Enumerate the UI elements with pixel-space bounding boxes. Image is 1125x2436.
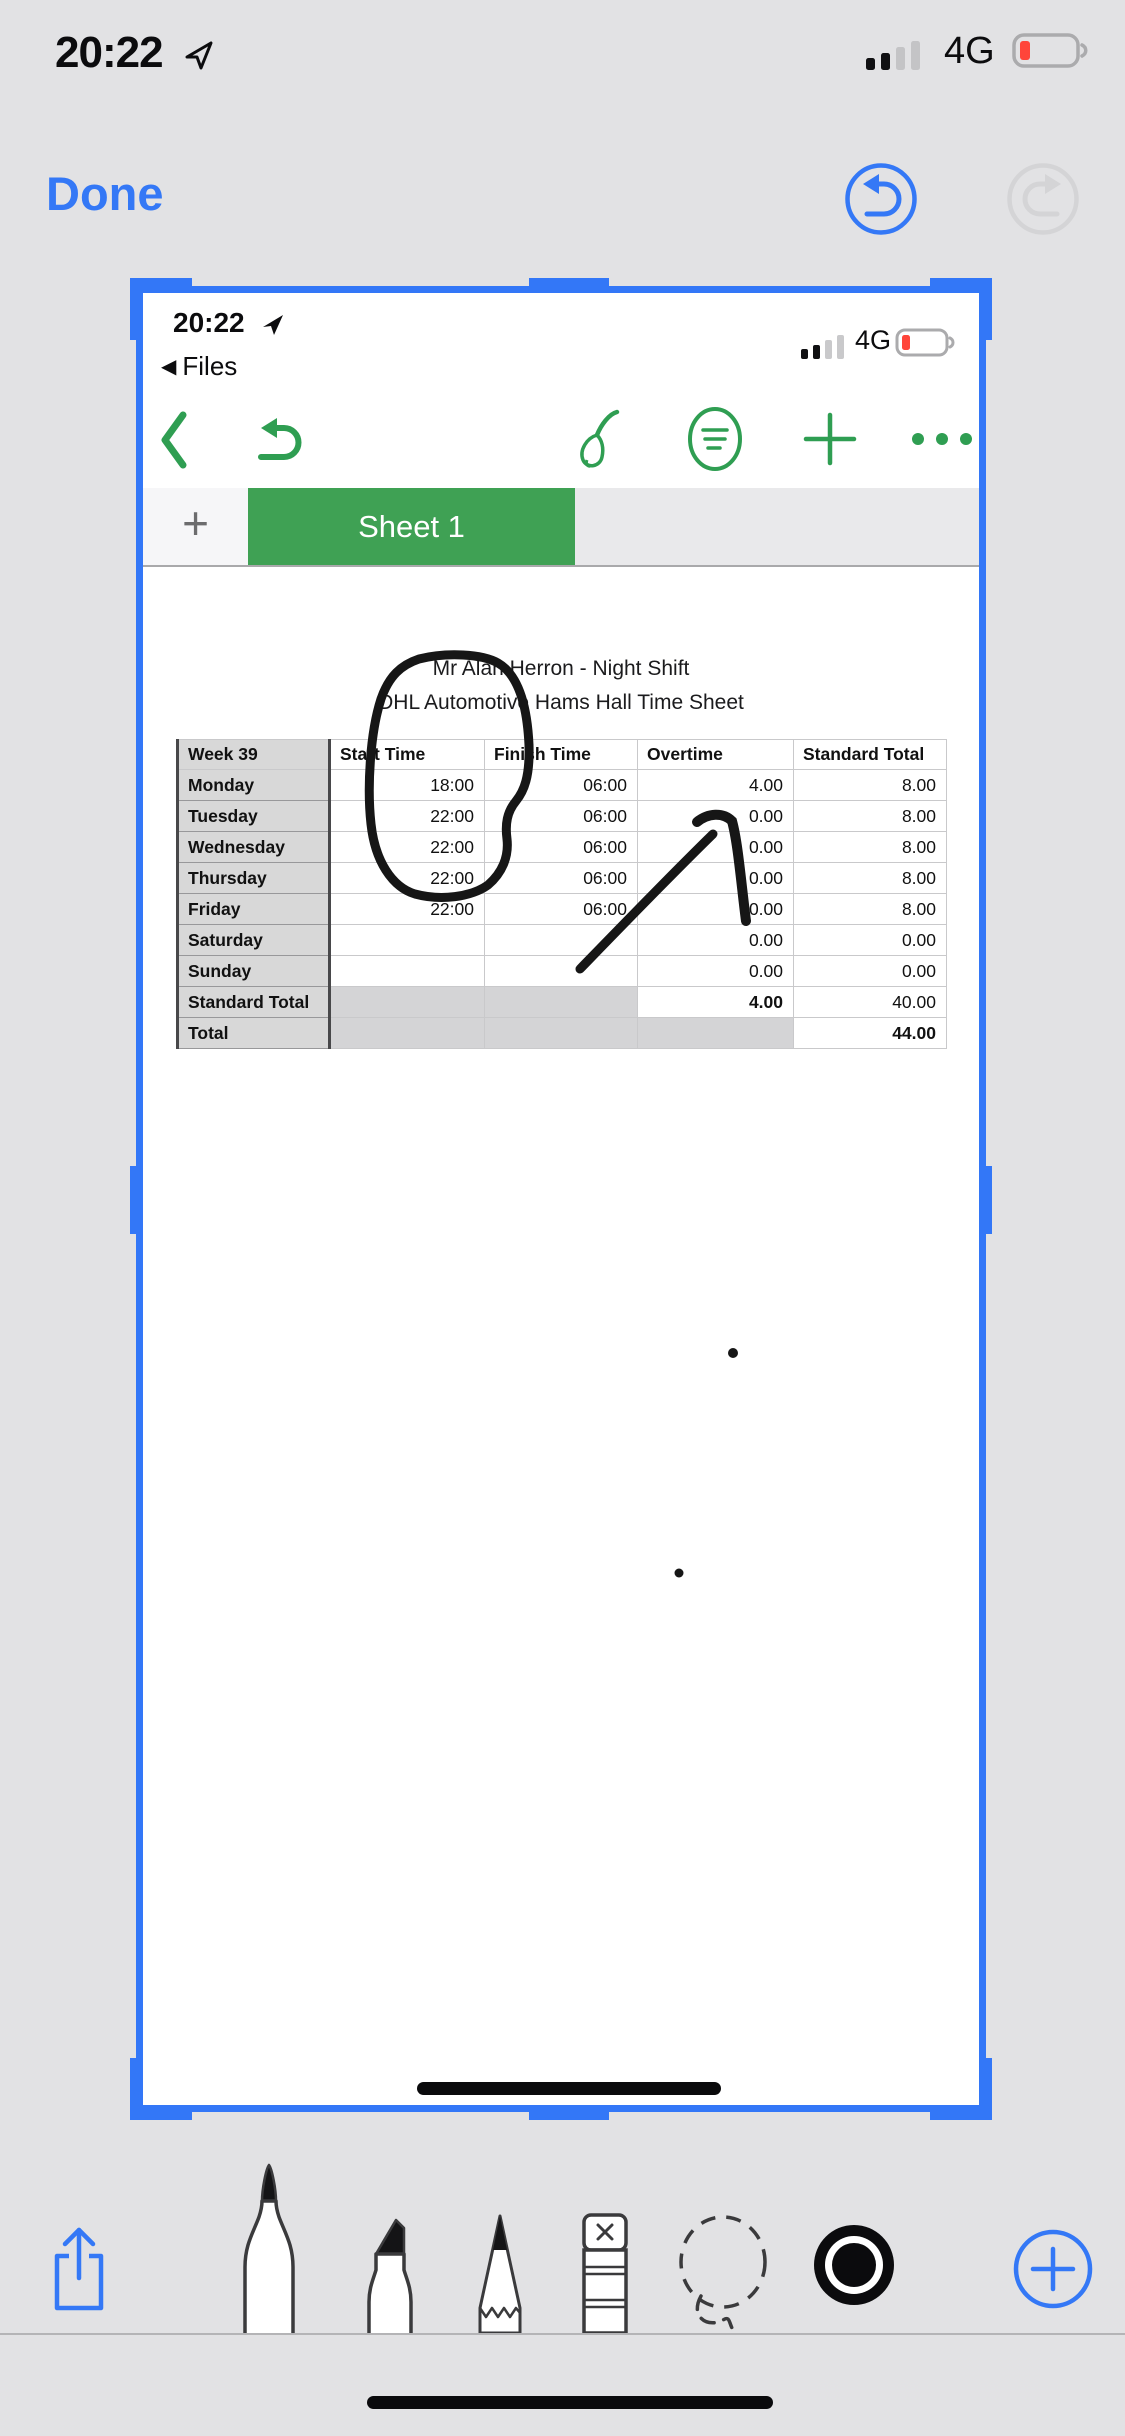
value-cell[interactable] xyxy=(330,956,485,987)
screenshot-image xyxy=(143,293,979,2105)
column-header[interactable]: Overtime xyxy=(638,740,794,770)
done-button[interactable]: Done xyxy=(46,167,164,220)
add-icon[interactable] xyxy=(803,412,857,466)
value-cell[interactable]: 22:00 xyxy=(330,832,485,863)
value-cell[interactable] xyxy=(485,956,638,987)
cellular-signal-icon xyxy=(866,38,936,70)
inner-battery-icon xyxy=(895,327,959,359)
sheet-tab-bar xyxy=(143,488,979,567)
value-cell[interactable]: 8.00 xyxy=(794,770,947,801)
value-cell[interactable]: 0.00 xyxy=(638,832,794,863)
column-header[interactable]: Start Time xyxy=(330,740,485,770)
row-label-cell[interactable]: Saturday xyxy=(178,925,330,956)
network-type-label: 4G xyxy=(944,30,995,72)
value-cell[interactable] xyxy=(638,1018,794,1049)
timesheet-table xyxy=(176,739,947,1049)
files-back-label: Files xyxy=(182,351,238,381)
row-label-cell[interactable]: Thursday xyxy=(178,863,330,894)
numbers-toolbar xyxy=(143,391,979,488)
status-time: 20:22 xyxy=(55,28,163,77)
eraser-tool[interactable] xyxy=(576,2212,634,2333)
add-annotation-button[interactable] xyxy=(1012,2228,1094,2310)
value-cell[interactable]: 8.00 xyxy=(794,801,947,832)
row-label-cell[interactable]: Total xyxy=(178,1018,330,1049)
value-cell[interactable] xyxy=(485,987,638,1018)
inner-location-arrow-icon xyxy=(261,313,285,337)
value-cell[interactable]: 4.00 xyxy=(638,987,794,1018)
value-cell[interactable]: 44.00 xyxy=(794,1018,947,1049)
value-cell[interactable]: 06:00 xyxy=(485,770,638,801)
pen-tool[interactable] xyxy=(233,2161,305,2333)
value-cell[interactable] xyxy=(330,987,485,1018)
add-sheet-button[interactable]: + xyxy=(143,488,248,565)
value-cell[interactable] xyxy=(485,1018,638,1049)
location-arrow-icon xyxy=(182,38,216,72)
value-cell[interactable]: 0.00 xyxy=(794,925,947,956)
pencil-tool[interactable] xyxy=(469,2212,531,2333)
sheet-title-line1: Mr Alan Herron - Night Shift xyxy=(432,657,690,680)
crop-handle-top-center[interactable] xyxy=(529,278,609,294)
battery-icon xyxy=(1012,32,1092,70)
row-label-cell[interactable]: Wednesday xyxy=(178,832,330,863)
value-cell[interactable]: 0.00 xyxy=(638,863,794,894)
value-cell[interactable]: 0.00 xyxy=(638,801,794,832)
row-label-cell[interactable]: Monday xyxy=(178,770,330,801)
organize-icon[interactable] xyxy=(686,405,744,473)
table-row xyxy=(178,770,947,801)
inner-home-indicator xyxy=(417,2082,721,2095)
column-header[interactable]: Standard Total xyxy=(794,740,947,770)
table-row xyxy=(178,801,947,832)
value-cell[interactable]: 06:00 xyxy=(485,801,638,832)
row-label-cell[interactable]: Sunday xyxy=(178,956,330,987)
table-row xyxy=(178,956,947,987)
row-label-cell[interactable]: Standard Total xyxy=(178,987,330,1018)
inner-cellular-signal-icon xyxy=(801,333,855,359)
value-cell[interactable]: 0.00 xyxy=(794,956,947,987)
files-back-button[interactable] xyxy=(161,351,237,382)
back-triangle-icon: ◀ xyxy=(161,356,177,378)
value-cell[interactable]: 8.00 xyxy=(794,863,947,894)
timesheet-table-wrap xyxy=(176,739,947,1049)
value-cell[interactable]: 22:00 xyxy=(330,863,485,894)
value-cell[interactable]: 0.00 xyxy=(638,925,794,956)
value-cell[interactable]: 0.00 xyxy=(638,894,794,925)
value-cell[interactable]: 22:00 xyxy=(330,894,485,925)
column-header[interactable]: Week 39 xyxy=(178,740,330,770)
table-row xyxy=(178,863,947,894)
share-icon[interactable] xyxy=(47,2224,111,2312)
tab-sheet-1[interactable]: Sheet 1 xyxy=(248,488,575,565)
table-row xyxy=(178,987,947,1018)
value-cell[interactable]: 18:00 xyxy=(330,770,485,801)
value-cell[interactable]: 8.00 xyxy=(794,894,947,925)
column-header[interactable]: Finish Time xyxy=(485,740,638,770)
value-cell[interactable]: 06:00 xyxy=(485,863,638,894)
sheet-title-line2: DHL Automotive Hams Hall Time Sheet xyxy=(378,691,744,714)
value-cell[interactable]: 0.00 xyxy=(638,956,794,987)
crop-handle-bottom-center[interactable] xyxy=(529,2104,609,2120)
table-row xyxy=(178,832,947,863)
value-cell[interactable] xyxy=(485,925,638,956)
table-row xyxy=(178,925,947,956)
value-cell[interactable]: 22:00 xyxy=(330,801,485,832)
row-label-cell[interactable]: Tuesday xyxy=(178,801,330,832)
redo-button[interactable] xyxy=(1005,161,1081,237)
value-cell[interactable]: 40.00 xyxy=(794,987,947,1018)
toolbar-separator xyxy=(0,2333,1125,2335)
value-cell[interactable]: 4.00 xyxy=(638,770,794,801)
row-label-cell[interactable]: Friday xyxy=(178,894,330,925)
value-cell[interactable] xyxy=(330,1018,485,1049)
value-cell[interactable] xyxy=(330,925,485,956)
color-well[interactable] xyxy=(812,2223,896,2307)
value-cell[interactable]: 06:00 xyxy=(485,894,638,925)
lasso-tool[interactable] xyxy=(673,2214,773,2333)
back-chevron-icon[interactable] xyxy=(159,411,189,469)
inner-status-time: 20:22 xyxy=(173,307,245,338)
undo-button[interactable] xyxy=(843,161,919,237)
format-brush-icon[interactable] xyxy=(569,407,631,473)
undo-icon[interactable] xyxy=(251,413,311,465)
table-row xyxy=(178,894,947,925)
table-row xyxy=(178,1018,947,1049)
table-header-row xyxy=(178,740,947,770)
value-cell[interactable]: 8.00 xyxy=(794,832,947,863)
highlighter-tool[interactable] xyxy=(355,2212,425,2333)
value-cell[interactable]: 06:00 xyxy=(485,832,638,863)
home-indicator[interactable] xyxy=(367,2396,773,2409)
more-icon[interactable] xyxy=(911,432,973,446)
inner-network-type-label: 4G xyxy=(855,325,892,355)
